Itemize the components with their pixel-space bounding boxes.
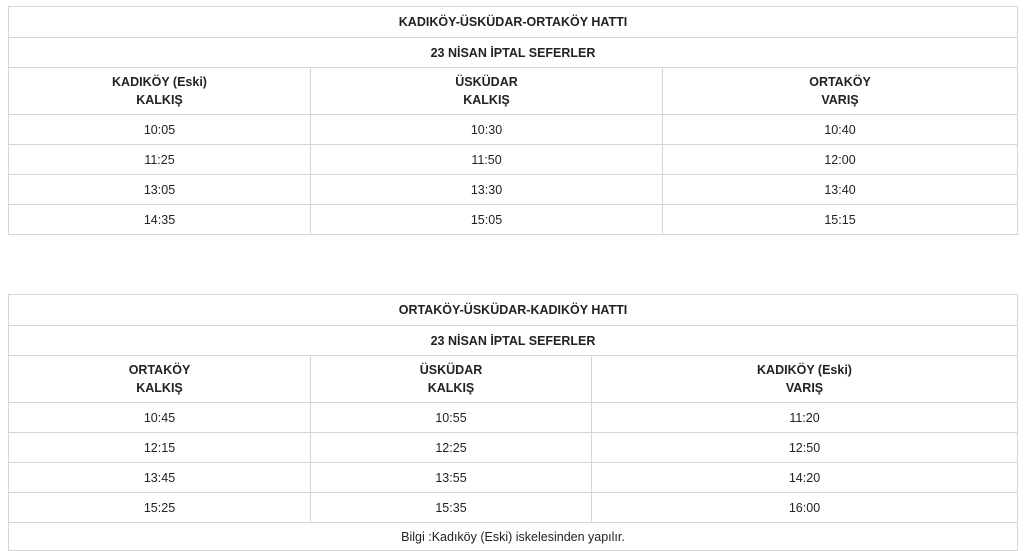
time-cell: 16:00	[592, 493, 1018, 523]
schedule-table-kadikoy-ortakoy	[8, 6, 1018, 235]
time-cell: 13:40	[663, 175, 1018, 205]
time-cell: 13:45	[9, 463, 311, 493]
time-cell: 12:15	[9, 433, 311, 463]
table-row	[9, 145, 1018, 175]
column-header-type: VARIŞ	[821, 93, 859, 107]
table-subtitle-row	[9, 38, 1018, 68]
time-cell: 13:05	[9, 175, 311, 205]
table-row	[9, 175, 1018, 205]
table-row	[9, 433, 1018, 463]
time-cell: 10:45	[9, 403, 311, 433]
schedule-table-ortakoy-kadikoy	[8, 294, 1018, 551]
time-cell: 15:05	[311, 205, 663, 235]
time-cell: 11:20	[592, 403, 1018, 433]
table-title-row	[9, 295, 1018, 326]
table-header-row	[9, 356, 1018, 403]
column-header	[663, 68, 1018, 115]
table-subtitle: 23 NİSAN İPTAL SEFERLER	[9, 326, 1018, 356]
time-cell: 13:30	[311, 175, 663, 205]
time-cell: 10:30	[311, 115, 663, 145]
table-row	[9, 463, 1018, 493]
table-row	[9, 205, 1018, 235]
column-header-station: ÜSKÜDAR	[455, 75, 518, 89]
column-header	[311, 356, 592, 403]
column-header-station: ORTAKÖY	[128, 363, 191, 377]
time-cell: 14:35	[9, 205, 311, 235]
table-note: Bilgi :Kadıköy (Eski) iskelesinden yapılır.	[9, 523, 1018, 551]
time-cell: 15:25	[9, 493, 311, 523]
table-row	[9, 115, 1018, 145]
table-title: KADIKÖY-ÜSKÜDAR-ORTAKÖY HATTI	[9, 7, 1018, 38]
table-subtitle: 23 NİSAN İPTAL SEFERLER	[9, 38, 1018, 68]
time-cell: 11:50	[311, 145, 663, 175]
column-header-station: KADIKÖY (Eski)	[112, 75, 207, 89]
table-subtitle-row	[9, 326, 1018, 356]
column-header	[9, 356, 311, 403]
time-cell: 12:25	[311, 433, 592, 463]
column-header-type: VARIŞ	[785, 381, 824, 395]
column-header	[9, 68, 311, 115]
table-row	[9, 493, 1018, 523]
column-header	[311, 68, 663, 115]
column-header	[592, 356, 1018, 403]
time-cell: 15:35	[311, 493, 592, 523]
time-cell: 15:15	[663, 205, 1018, 235]
column-header-type: KALKIŞ	[136, 381, 183, 395]
table-title-row	[9, 7, 1018, 38]
time-cell: 14:20	[592, 463, 1018, 493]
column-header-station: KADIKÖY (Eski)	[757, 363, 852, 377]
table-row	[9, 403, 1018, 433]
time-cell: 13:55	[311, 463, 592, 493]
column-header-type: KALKIŞ	[427, 381, 475, 395]
time-cell: 11:25	[9, 145, 311, 175]
column-header-station: ÜSKÜDAR	[419, 363, 483, 377]
column-header-type: KALKIŞ	[136, 93, 183, 107]
time-cell: 12:50	[592, 433, 1018, 463]
time-cell: 10:05	[9, 115, 311, 145]
column-header-type: KALKIŞ	[463, 93, 510, 107]
column-header-station: ORTAKÖY	[809, 75, 871, 89]
table-title: ORTAKÖY-ÜSKÜDAR-KADIKÖY HATTI	[9, 295, 1018, 326]
time-cell: 12:00	[663, 145, 1018, 175]
table-note-row	[9, 523, 1018, 551]
table-header-row	[9, 68, 1018, 115]
time-cell: 10:55	[311, 403, 592, 433]
time-cell: 10:40	[663, 115, 1018, 145]
